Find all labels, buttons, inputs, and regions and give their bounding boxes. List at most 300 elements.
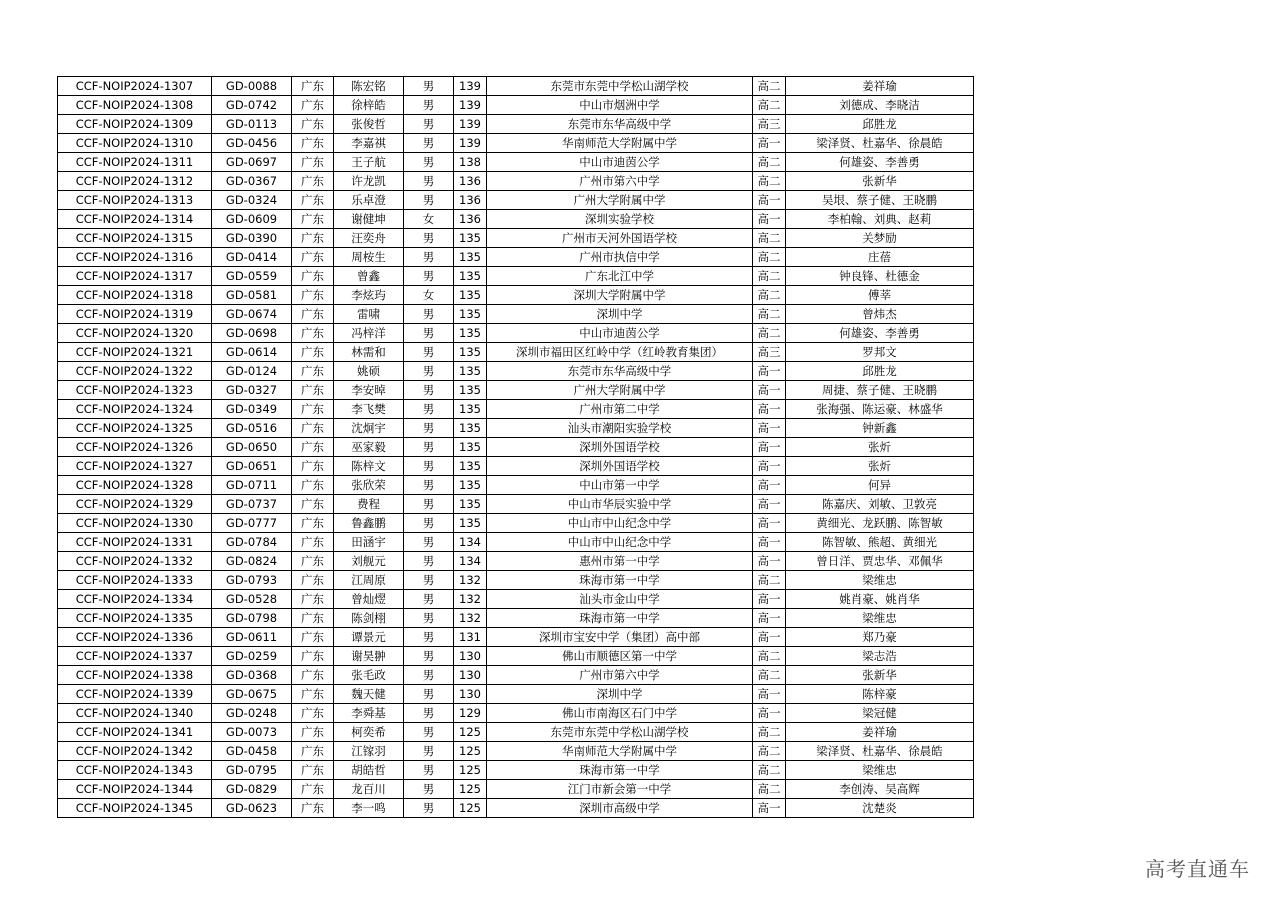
code-cell: GD-0248 [212, 704, 292, 723]
table-row [58, 628, 974, 647]
id-cell: CCF-NOIP2024-1326 [58, 438, 212, 457]
province-cell: 广东 [292, 210, 334, 229]
grade-cell: 高一 [753, 210, 786, 229]
code-cell: GD-0073 [212, 723, 292, 742]
score-cell: 135 [454, 381, 487, 400]
grade-cell: 高一 [753, 533, 786, 552]
province-cell: 广东 [292, 381, 334, 400]
table-row [58, 666, 974, 685]
grade-cell: 高二 [753, 647, 786, 666]
school-cell: 华南师范大学附属中学 [487, 134, 753, 153]
coach-cell: 张海强、陈运豪、林盛华 [786, 400, 974, 419]
table-row [58, 286, 974, 305]
code-cell: GD-0113 [212, 115, 292, 134]
id-cell: CCF-NOIP2024-1341 [58, 723, 212, 742]
grade-cell: 高一 [753, 191, 786, 210]
name-cell: 谢昊翀 [334, 647, 404, 666]
id-cell: CCF-NOIP2024-1319 [58, 305, 212, 324]
gender-cell: 男 [404, 685, 454, 704]
name-cell: 李安晫 [334, 381, 404, 400]
table-row [58, 457, 974, 476]
gender-cell: 男 [404, 666, 454, 685]
school-cell: 中山市迪茵公学 [487, 324, 753, 343]
score-cell: 136 [454, 210, 487, 229]
code-cell: GD-0367 [212, 172, 292, 191]
id-cell: CCF-NOIP2024-1325 [58, 419, 212, 438]
id-cell: CCF-NOIP2024-1344 [58, 780, 212, 799]
table-row [58, 362, 974, 381]
table-row [58, 647, 974, 666]
name-cell: 李炫玙 [334, 286, 404, 305]
province-cell: 广东 [292, 533, 334, 552]
school-cell: 中山市中山纪念中学 [487, 514, 753, 533]
table-row [58, 115, 974, 134]
coach-cell: 邱胜龙 [786, 362, 974, 381]
province-cell: 广东 [292, 115, 334, 134]
gender-cell: 男 [404, 628, 454, 647]
id-cell: CCF-NOIP2024-1311 [58, 153, 212, 172]
grade-cell: 高一 [753, 552, 786, 571]
grade-cell: 高二 [753, 723, 786, 742]
table-row [58, 267, 974, 286]
province-cell: 广东 [292, 153, 334, 172]
score-cell: 135 [454, 419, 487, 438]
id-cell: CCF-NOIP2024-1329 [58, 495, 212, 514]
code-cell: GD-0611 [212, 628, 292, 647]
name-cell: 陈梓文 [334, 457, 404, 476]
school-cell: 中山市烟洲中学 [487, 96, 753, 115]
school-cell: 广州市第六中学 [487, 172, 753, 191]
province-cell: 广东 [292, 362, 334, 381]
code-cell: GD-0697 [212, 153, 292, 172]
gender-cell: 男 [404, 362, 454, 381]
name-cell: 林需和 [334, 343, 404, 362]
gender-cell: 男 [404, 780, 454, 799]
table-row [58, 324, 974, 343]
name-cell: 李舜基 [334, 704, 404, 723]
score-cell: 135 [454, 476, 487, 495]
coach-cell: 邱胜龙 [786, 115, 974, 134]
gender-cell: 男 [404, 609, 454, 628]
table-row [58, 723, 974, 742]
gender-cell: 男 [404, 476, 454, 495]
coach-cell: 陈梓豪 [786, 685, 974, 704]
coach-cell: 吴垠、蔡子健、王晓鹏 [786, 191, 974, 210]
name-cell: 谢健坤 [334, 210, 404, 229]
coach-cell: 曾日洋、贾忠华、邓佩华 [786, 552, 974, 571]
name-cell: 胡皓哲 [334, 761, 404, 780]
gender-cell: 男 [404, 704, 454, 723]
score-cell: 134 [454, 552, 487, 571]
score-cell: 135 [454, 267, 487, 286]
grade-cell: 高二 [753, 286, 786, 305]
gender-cell: 男 [404, 267, 454, 286]
code-cell: GD-0414 [212, 248, 292, 267]
coach-cell: 沈楚炎 [786, 799, 974, 818]
table-row [58, 685, 974, 704]
gender-cell: 男 [404, 172, 454, 191]
school-cell: 广州市执信中学 [487, 248, 753, 267]
coach-cell: 梁维忠 [786, 761, 974, 780]
grade-cell: 高一 [753, 419, 786, 438]
province-cell: 广东 [292, 267, 334, 286]
province-cell: 广东 [292, 191, 334, 210]
province-cell: 广东 [292, 723, 334, 742]
name-cell: 张欣荣 [334, 476, 404, 495]
gender-cell: 男 [404, 647, 454, 666]
table-row [58, 343, 974, 362]
table-row [58, 381, 974, 400]
coach-cell: 关梦励 [786, 229, 974, 248]
gender-cell: 男 [404, 229, 454, 248]
id-cell: CCF-NOIP2024-1324 [58, 400, 212, 419]
coach-cell: 陈智敏、熊超、黄细光 [786, 533, 974, 552]
gender-cell: 男 [404, 191, 454, 210]
name-cell: 沈炯宇 [334, 419, 404, 438]
id-cell: CCF-NOIP2024-1337 [58, 647, 212, 666]
gender-cell: 男 [404, 134, 454, 153]
school-cell: 中山市华辰实验中学 [487, 495, 753, 514]
grade-cell: 高一 [753, 514, 786, 533]
gender-cell: 女 [404, 286, 454, 305]
id-cell: CCF-NOIP2024-1316 [58, 248, 212, 267]
code-cell: GD-0675 [212, 685, 292, 704]
score-cell: 135 [454, 286, 487, 305]
score-cell: 135 [454, 438, 487, 457]
score-cell: 135 [454, 495, 487, 514]
province-cell: 广东 [292, 647, 334, 666]
table-row [58, 704, 974, 723]
gender-cell: 男 [404, 799, 454, 818]
score-cell: 131 [454, 628, 487, 647]
score-cell: 139 [454, 77, 487, 96]
code-cell: GD-0623 [212, 799, 292, 818]
table-row [58, 248, 974, 267]
grade-cell: 高一 [753, 704, 786, 723]
gender-cell: 男 [404, 761, 454, 780]
grade-cell: 高二 [753, 96, 786, 115]
id-cell: CCF-NOIP2024-1317 [58, 267, 212, 286]
gender-cell: 男 [404, 571, 454, 590]
coach-cell: 刘德成、李晓洁 [786, 96, 974, 115]
province-cell: 广东 [292, 742, 334, 761]
code-cell: GD-0777 [212, 514, 292, 533]
gender-cell: 男 [404, 77, 454, 96]
name-cell: 鲁鑫鹏 [334, 514, 404, 533]
school-cell: 深圳外国语学校 [487, 457, 753, 476]
grade-cell: 高二 [753, 666, 786, 685]
school-cell: 中山市第一中学 [487, 476, 753, 495]
province-cell: 广东 [292, 134, 334, 153]
province-cell: 广东 [292, 571, 334, 590]
province-cell: 广东 [292, 799, 334, 818]
code-cell: GD-0559 [212, 267, 292, 286]
coach-cell: 梁维忠 [786, 609, 974, 628]
coach-cell: 张炘 [786, 457, 974, 476]
province-cell: 广东 [292, 628, 334, 647]
school-cell: 惠州市第一中学 [487, 552, 753, 571]
province-cell: 广东 [292, 495, 334, 514]
grade-cell: 高二 [753, 780, 786, 799]
name-cell: 雷啸 [334, 305, 404, 324]
province-cell: 广东 [292, 324, 334, 343]
grade-cell: 高一 [753, 799, 786, 818]
id-cell: CCF-NOIP2024-1331 [58, 533, 212, 552]
school-cell: 汕头市金山中学 [487, 590, 753, 609]
code-cell: GD-0614 [212, 343, 292, 362]
grade-cell: 高二 [753, 77, 786, 96]
grade-cell: 高一 [753, 628, 786, 647]
code-cell: GD-0349 [212, 400, 292, 419]
grade-cell: 高一 [753, 590, 786, 609]
school-cell: 东莞市东莞中学松山湖学校 [487, 723, 753, 742]
school-cell: 中山市迪茵公学 [487, 153, 753, 172]
name-cell: 龙百川 [334, 780, 404, 799]
school-cell: 深圳大学附属中学 [487, 286, 753, 305]
score-cell: 125 [454, 780, 487, 799]
code-cell: GD-0259 [212, 647, 292, 666]
code-cell: GD-0368 [212, 666, 292, 685]
coach-cell: 姜祥瑜 [786, 723, 974, 742]
coach-cell: 张新华 [786, 172, 974, 191]
score-cell: 125 [454, 723, 487, 742]
table-row [58, 305, 974, 324]
coach-cell: 黄细光、龙跃鹏、陈智敏 [786, 514, 974, 533]
school-cell: 深圳中学 [487, 305, 753, 324]
name-cell: 谭景元 [334, 628, 404, 647]
coach-cell: 梁泽贤、杜嘉华、徐晨皓 [786, 742, 974, 761]
id-cell: CCF-NOIP2024-1320 [58, 324, 212, 343]
code-cell: GD-0516 [212, 419, 292, 438]
table-row [58, 191, 974, 210]
gender-cell: 男 [404, 305, 454, 324]
coach-cell: 梁冠健 [786, 704, 974, 723]
code-cell: GD-0650 [212, 438, 292, 457]
id-cell: CCF-NOIP2024-1310 [58, 134, 212, 153]
watermark-text: 高考直通车 [1145, 857, 1250, 881]
province-cell: 广东 [292, 457, 334, 476]
table-row [58, 153, 974, 172]
name-cell: 乐卓澄 [334, 191, 404, 210]
grade-cell: 高一 [753, 438, 786, 457]
id-cell: CCF-NOIP2024-1339 [58, 685, 212, 704]
school-cell: 广州市天河外国语学校 [487, 229, 753, 248]
school-cell: 东莞市东华高级中学 [487, 362, 753, 381]
score-cell: 136 [454, 191, 487, 210]
grade-cell: 高三 [753, 115, 786, 134]
grade-cell: 高三 [753, 343, 786, 362]
code-cell: GD-0458 [212, 742, 292, 761]
grade-cell: 高二 [753, 571, 786, 590]
table-row [58, 210, 974, 229]
province-cell: 广东 [292, 761, 334, 780]
coach-cell: 梁志浩 [786, 647, 974, 666]
code-cell: GD-0824 [212, 552, 292, 571]
name-cell: 李飞樊 [334, 400, 404, 419]
score-cell: 139 [454, 115, 487, 134]
school-cell: 深圳中学 [487, 685, 753, 704]
table-row [58, 400, 974, 419]
province-cell: 广东 [292, 419, 334, 438]
school-cell: 华南师范大学附属中学 [487, 742, 753, 761]
grade-cell: 高二 [753, 172, 786, 191]
gender-cell: 男 [404, 457, 454, 476]
id-cell: CCF-NOIP2024-1313 [58, 191, 212, 210]
province-cell: 广东 [292, 590, 334, 609]
coach-cell: 张炘 [786, 438, 974, 457]
school-cell: 东莞市东莞中学松山湖学校 [487, 77, 753, 96]
id-cell: CCF-NOIP2024-1332 [58, 552, 212, 571]
id-cell: CCF-NOIP2024-1323 [58, 381, 212, 400]
id-cell: CCF-NOIP2024-1328 [58, 476, 212, 495]
id-cell: CCF-NOIP2024-1308 [58, 96, 212, 115]
id-cell: CCF-NOIP2024-1338 [58, 666, 212, 685]
gender-cell: 男 [404, 115, 454, 134]
name-cell: 魏天健 [334, 685, 404, 704]
code-cell: GD-0798 [212, 609, 292, 628]
id-cell: CCF-NOIP2024-1327 [58, 457, 212, 476]
grade-cell: 高二 [753, 761, 786, 780]
id-cell: CCF-NOIP2024-1312 [58, 172, 212, 191]
province-cell: 广东 [292, 96, 334, 115]
province-cell: 广东 [292, 229, 334, 248]
province-cell: 广东 [292, 780, 334, 799]
school-cell: 广州市第六中学 [487, 666, 753, 685]
table-row [58, 514, 974, 533]
coach-cell: 钟新鑫 [786, 419, 974, 438]
id-cell: CCF-NOIP2024-1321 [58, 343, 212, 362]
province-cell: 广东 [292, 343, 334, 362]
gender-cell: 女 [404, 210, 454, 229]
score-cell: 125 [454, 799, 487, 818]
coach-cell: 傅莘 [786, 286, 974, 305]
school-cell: 珠海市第一中学 [487, 571, 753, 590]
id-cell: CCF-NOIP2024-1345 [58, 799, 212, 818]
school-cell: 广州大学附属中学 [487, 381, 753, 400]
school-cell: 深圳市高级中学 [487, 799, 753, 818]
province-cell: 广东 [292, 248, 334, 267]
coach-cell: 陈嘉庆、刘敏、卫敦亮 [786, 495, 974, 514]
id-cell: CCF-NOIP2024-1336 [58, 628, 212, 647]
table-row [58, 419, 974, 438]
grade-cell: 高二 [753, 324, 786, 343]
name-cell: 柯奕希 [334, 723, 404, 742]
province-cell: 广东 [292, 514, 334, 533]
school-cell: 中山市中山纪念中学 [487, 533, 753, 552]
grade-cell: 高二 [753, 267, 786, 286]
gender-cell: 男 [404, 514, 454, 533]
name-cell: 汪奕舟 [334, 229, 404, 248]
table-row [58, 552, 974, 571]
name-cell: 曾鑫 [334, 267, 404, 286]
grade-cell: 高二 [753, 153, 786, 172]
results-table-body [58, 77, 974, 818]
name-cell: 李嘉祺 [334, 134, 404, 153]
name-cell: 张俊哲 [334, 115, 404, 134]
school-cell: 深圳市宝安中学（集团）高中部 [487, 628, 753, 647]
grade-cell: 高一 [753, 400, 786, 419]
score-cell: 132 [454, 571, 487, 590]
grade-cell: 高一 [753, 495, 786, 514]
code-cell: GD-0829 [212, 780, 292, 799]
coach-cell: 庄蓓 [786, 248, 974, 267]
coach-cell: 郑乃豪 [786, 628, 974, 647]
code-cell: GD-0528 [212, 590, 292, 609]
province-cell: 广东 [292, 704, 334, 723]
coach-cell: 何雄姿、李善勇 [786, 153, 974, 172]
name-cell: 王子航 [334, 153, 404, 172]
grade-cell: 高一 [753, 685, 786, 704]
gender-cell: 男 [404, 400, 454, 419]
grade-cell: 高一 [753, 609, 786, 628]
school-cell: 深圳外国语学校 [487, 438, 753, 457]
table-row [58, 495, 974, 514]
school-cell: 江门市新会第一中学 [487, 780, 753, 799]
gender-cell: 男 [404, 723, 454, 742]
province-cell: 广东 [292, 305, 334, 324]
score-cell: 135 [454, 305, 487, 324]
grade-cell: 高二 [753, 248, 786, 267]
id-cell: CCF-NOIP2024-1340 [58, 704, 212, 723]
grade-cell: 高一 [753, 381, 786, 400]
coach-cell: 罗邦文 [786, 343, 974, 362]
name-cell: 田涵宇 [334, 533, 404, 552]
score-cell: 130 [454, 647, 487, 666]
coach-cell: 周捷、蔡子健、王晓鹏 [786, 381, 974, 400]
school-cell: 广东北江中学 [487, 267, 753, 286]
gender-cell: 男 [404, 552, 454, 571]
score-cell: 125 [454, 761, 487, 780]
code-cell: GD-0651 [212, 457, 292, 476]
id-cell: CCF-NOIP2024-1322 [58, 362, 212, 381]
score-cell: 132 [454, 609, 487, 628]
province-cell: 广东 [292, 286, 334, 305]
grade-cell: 高一 [753, 476, 786, 495]
gender-cell: 男 [404, 495, 454, 514]
grade-cell: 高一 [753, 457, 786, 476]
table-row [58, 780, 974, 799]
school-cell: 深圳实验学校 [487, 210, 753, 229]
score-cell: 125 [454, 742, 487, 761]
name-cell: 江镓羽 [334, 742, 404, 761]
table-row [58, 590, 974, 609]
id-cell: CCF-NOIP2024-1318 [58, 286, 212, 305]
score-cell: 135 [454, 400, 487, 419]
score-cell: 138 [454, 153, 487, 172]
table-row [58, 533, 974, 552]
results-table [57, 76, 974, 818]
id-cell: CCF-NOIP2024-1343 [58, 761, 212, 780]
code-cell: GD-0737 [212, 495, 292, 514]
score-cell: 135 [454, 229, 487, 248]
name-cell: 巫家毅 [334, 438, 404, 457]
score-cell: 130 [454, 685, 487, 704]
name-cell: 曾灿熤 [334, 590, 404, 609]
code-cell: GD-0581 [212, 286, 292, 305]
gender-cell: 男 [404, 248, 454, 267]
grade-cell: 高二 [753, 742, 786, 761]
id-cell: CCF-NOIP2024-1307 [58, 77, 212, 96]
table-row [58, 742, 974, 761]
score-cell: 136 [454, 172, 487, 191]
name-cell: 费程 [334, 495, 404, 514]
coach-cell: 姚肖豪、姚肖华 [786, 590, 974, 609]
province-cell: 广东 [292, 552, 334, 571]
school-cell: 汕头市潮阳实验学校 [487, 419, 753, 438]
name-cell: 江周原 [334, 571, 404, 590]
code-cell: GD-0742 [212, 96, 292, 115]
table-row [58, 96, 974, 115]
